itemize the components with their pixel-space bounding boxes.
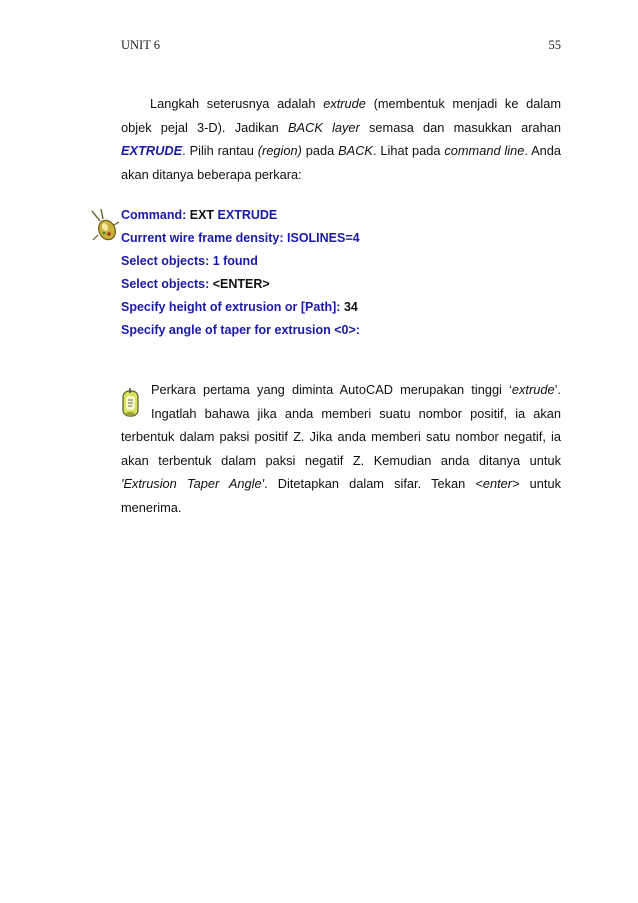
text-run: pada [301,143,339,159]
text-run-italic: BACK layer [288,119,360,135]
command-line [121,277,270,291]
text-run: ’. [554,382,561,397]
text-run: . Ditetapkan dalam sifar. Tekan [264,476,476,492]
extrude-keyword: EXTRUDE [121,143,183,159]
command-prompt: Current wire frame density: ISOLINES=4 [121,231,360,245]
header-page-number: 55 [548,38,561,52]
command-line [121,323,360,337]
text-run: Langkah seterusnya adalah [150,96,324,111]
text-run-italic: BACK [338,143,373,159]
command-value: 34 [343,300,358,314]
text-run-italic: extrude [323,96,366,111]
command-value: <ENTER> [212,277,270,291]
command-line [121,231,360,245]
command-prompt: Select objects: [121,277,213,291]
text-run: (membentuk menjadi ke dalam [365,96,561,111]
text-run: Perkara pertama yang diminta AutoCAD merupakan tinggi ‘ [151,382,512,397]
text-run: untuk [519,476,561,492]
text-run-italic: extrude [511,382,555,397]
command-prompt: Command: [121,208,190,222]
intro-paragraph [121,92,561,186]
text-run: semasa dan masukkan arahan [359,119,561,135]
command-line [121,208,277,222]
header-unit: UNIT 6 [121,38,161,52]
command-prompt: Specify angle of taper for extrusion <0>: [121,323,360,337]
command-prompt: Select objects: 1 found [121,254,258,268]
text-run: . Anda [524,143,561,159]
text-run-italic: command line [444,143,525,159]
text-line: Ingatlah bahawa jika anda memberi suatu nombor positif, ia akan [151,405,561,421]
command-extra: EXTRUDE [214,208,278,222]
text-line: menerima. [121,499,182,515]
command-value: EXT [189,208,215,222]
text-line: akan ditanya beberapa perkara: [121,166,302,182]
text-run: . Pilih rantau [182,143,258,159]
bug-pointer-icon [90,207,120,245]
text-line: akan terbentuk dalam paksi negatif Z. Kemudian anda ditanya untuk [121,452,561,468]
text-run-italic: (region) [257,143,302,159]
command-prompt: Specify height of extrusion or [Path]: [121,300,344,314]
command-line [121,254,258,268]
text-line: terbentuk dalam paksi positif Z. Jika anda memberi satu nombor negatif, ia [121,429,561,445]
text-run: objek pejal 3-D). Jadikan [121,119,289,135]
explanation-paragraph [121,378,561,520]
text-run-italic: 'Extrusion Taper Angle' [121,476,265,492]
text-run: . Lihat pada [372,143,445,159]
command-line [121,300,358,314]
text-run-italic: <enter> [475,476,520,492]
